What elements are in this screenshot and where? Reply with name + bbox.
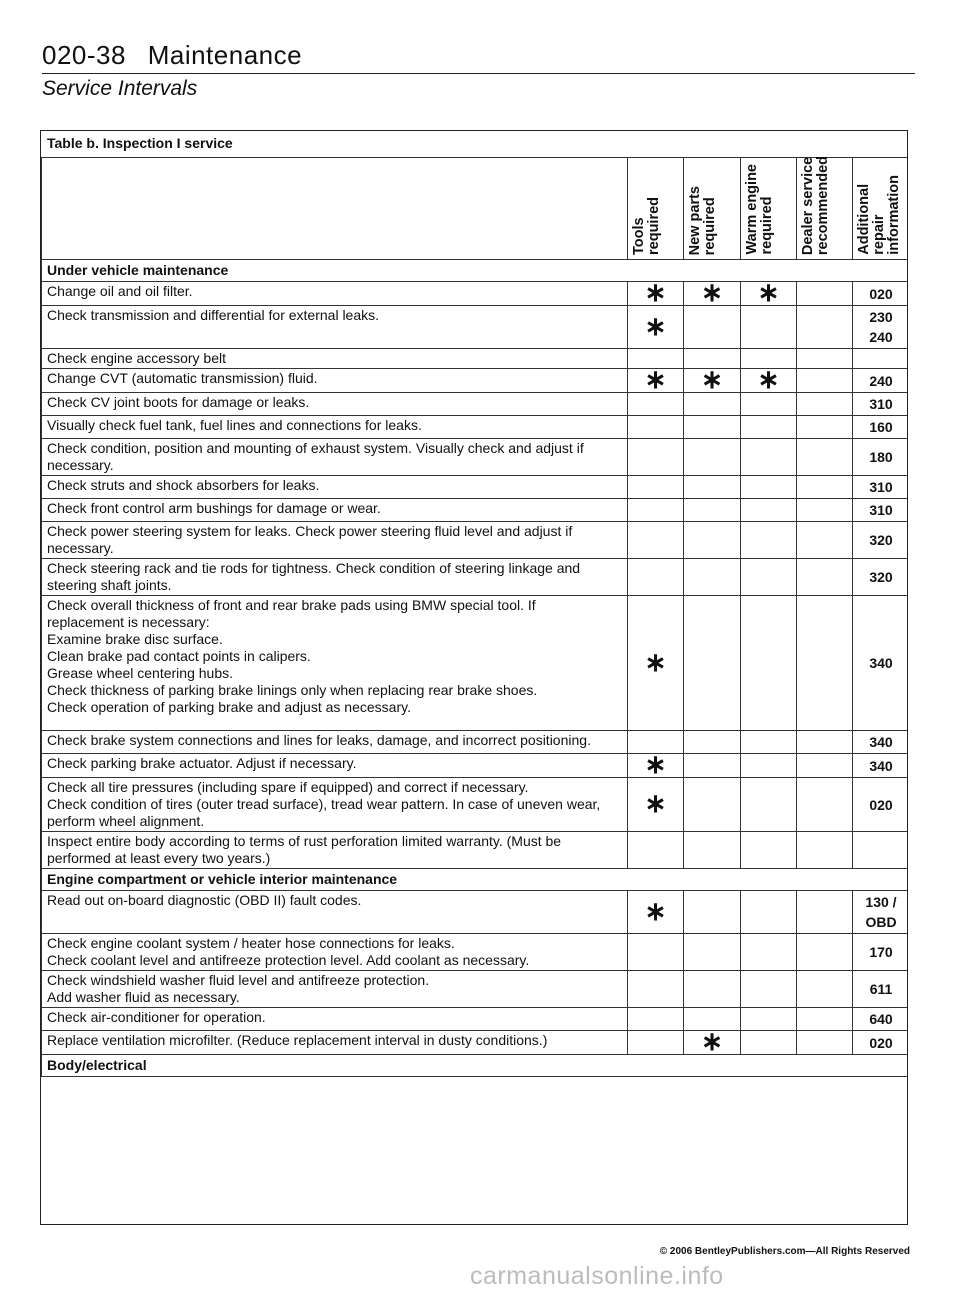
table-row: [42, 754, 909, 778]
asterisk-icon: ∗: [644, 895, 667, 926]
column-header-tools: [628, 158, 684, 260]
table-row: [42, 522, 909, 559]
task-description: Check brake system connections and lines for leaks, damage, and incorrect positioning.: [42, 731, 628, 754]
mark-cell: [628, 277, 684, 307]
column-header-warm-engine: [741, 158, 797, 260]
mark-cell: [797, 349, 853, 369]
task-description: Check engine accessory belt: [42, 349, 628, 369]
inspection-table: [41, 157, 908, 1077]
task-description: Check struts and shock absorbers for leaks.: [42, 476, 628, 499]
mark-cell: [797, 393, 853, 416]
mark-cell: [741, 306, 797, 349]
task-description: Check engine coolant system / heater hose connections for leaks. Check coolant level and antifreeze protection level. Add coolant as necessary.: [42, 934, 628, 971]
inspection-table-body: [42, 155, 909, 1077]
section-subtitle: Service Intervals: [42, 77, 198, 100]
mark-cell: [684, 306, 741, 349]
repair-reference: 640: [853, 1008, 909, 1031]
task-description: Check overall thickness of front and rear brake pads using BMW special tool. If replacement is necessary: Examine brake disc surface. Clean brake pad contact points in calipers. Grease wheel centering hubs. Check thickness of parking brake linings only when replacing rear brake shoes. Check operation of parking brake and adjust as necessary.: [42, 596, 628, 731]
task-description: Change CVT (automatic transmission) fluid.: [42, 369, 628, 393]
task-description: Inspect entire body according to terms of rust perforation limited warranty. (Must be performed at least every two years.): [42, 832, 628, 869]
mark-cell: [741, 277, 797, 307]
inspection-table-frame: [40, 130, 908, 1225]
mark-cell: [628, 393, 684, 416]
mark-cell: [741, 559, 797, 596]
mark-cell: [628, 416, 684, 439]
column-label: Warm engine required: [744, 164, 775, 255]
task-description: Check air-conditioner for operation.: [42, 1008, 628, 1031]
task-description: Replace ventilation microfilter. (Reduce replacement interval in dusty conditions.): [42, 1031, 628, 1055]
mark-cell: [797, 306, 853, 349]
mark-cell: [797, 559, 853, 596]
mark-cell: [628, 476, 684, 499]
task-description: Check condition, position and mounting of exhaust system. Visually check and adjust if necessary.: [42, 439, 628, 476]
mark-cell: [741, 1008, 797, 1031]
mark-cell: [741, 731, 797, 754]
repair-reference: 320: [853, 522, 909, 559]
mark-cell: [684, 934, 741, 971]
mark-cell: [741, 499, 797, 522]
asterisk-icon: ∗: [701, 277, 723, 307]
asterisk-icon: ∗: [644, 788, 667, 818]
mark-cell: [684, 559, 741, 596]
task-description: Check power steering system for leaks. Check power steering fluid level and adjust if necessary.: [42, 522, 628, 559]
mark-cell: [628, 934, 684, 971]
table-row: [42, 393, 909, 416]
mark-cell: [684, 891, 741, 934]
mark-cell: [741, 439, 797, 476]
column-header-dealer: [797, 155, 853, 260]
mark-cell: [628, 1031, 684, 1055]
repair-reference: 310: [853, 499, 909, 522]
table-row: [42, 499, 909, 522]
table-row: [42, 832, 909, 869]
header-blank-cell: [42, 158, 628, 260]
mark-cell: [684, 596, 741, 731]
repair-reference: 020: [853, 1031, 909, 1055]
mark-cell: [684, 522, 741, 559]
repair-reference: 020: [853, 778, 909, 832]
table-row: [42, 971, 909, 1008]
section-header-row: [42, 869, 909, 891]
repair-reference: 340: [853, 731, 909, 754]
table-row: [42, 1031, 909, 1055]
asterisk-icon: ∗: [644, 364, 667, 394]
mark-cell: [741, 1031, 797, 1055]
task-description: Read out on-board diagnostic (OBD II) fault codes.: [42, 891, 628, 934]
mark-cell: [797, 416, 853, 439]
task-description: Change oil and oil filter.: [42, 282, 628, 306]
table-row: [42, 306, 909, 349]
mark-cell: [741, 891, 797, 934]
column-label: Tools required: [631, 196, 662, 255]
mark-cell: [741, 364, 797, 394]
repair-reference: 340: [853, 754, 909, 778]
table-row: [42, 731, 909, 754]
table-row: [42, 934, 909, 971]
task-description: Check all tire pressures (including spare if equipped) and correct if necessary. Check condition of tires (outer tread surface), tread wear pattern. In case of uneven wear, perform wheel alignment.: [42, 778, 628, 832]
mark-cell: [741, 393, 797, 416]
repair-reference: [853, 832, 909, 869]
mark-cell: [797, 1031, 853, 1055]
asterisk-icon: ∗: [644, 749, 667, 779]
mark-cell: [628, 596, 684, 731]
mark-cell: [628, 891, 684, 934]
task-description: Check windshield washer fluid level and antifreeze protection. Add washer fluid as necessary.: [42, 971, 628, 1008]
mark-cell: [684, 778, 741, 832]
mark-cell: [684, 832, 741, 869]
mark-cell: [684, 439, 741, 476]
table-row: [42, 1008, 909, 1031]
mark-cell: [797, 476, 853, 499]
mark-cell: [628, 832, 684, 869]
chapter-title: Maintenance: [147, 40, 303, 70]
mark-cell: [741, 754, 797, 778]
repair-reference: 180: [853, 439, 909, 476]
mark-cell: [797, 499, 853, 522]
mark-cell: [628, 1008, 684, 1031]
column-header-additional: [853, 158, 909, 260]
section-header: Under vehicle maintenance: [42, 260, 909, 282]
mark-cell: [628, 522, 684, 559]
task-description: Check front control arm bushings for damage or wear.: [42, 499, 628, 522]
task-description: Check parking brake actuator. Adjust if necessary.: [42, 754, 628, 778]
repair-reference: 160: [853, 416, 909, 439]
copyright-notice: © 2006 BentleyPublishers.com—All Rights Reserved: [659, 1246, 910, 1257]
mark-cell: [684, 499, 741, 522]
mark-cell: [628, 971, 684, 1008]
section-header: Body/electrical: [42, 1055, 909, 1077]
repair-reference: 230 240: [853, 306, 909, 349]
repair-reference: 130 / OBD: [853, 891, 909, 934]
task-description: Check transmission and differential for external leaks.: [42, 306, 628, 349]
mark-cell: [741, 476, 797, 499]
repair-reference: 611: [853, 971, 909, 1008]
mark-cell: [741, 832, 797, 869]
task-description: Check CV joint boots for damage or leaks.: [42, 393, 628, 416]
asterisk-icon: ∗: [644, 646, 667, 677]
mark-cell: [628, 364, 684, 394]
mark-cell: [741, 596, 797, 731]
mark-cell: [797, 369, 853, 393]
section-header: Engine compartment or vehicle interior maintenance: [42, 869, 909, 891]
asterisk-icon: ∗: [757, 364, 780, 394]
column-label: Additional repair information: [856, 175, 902, 255]
table-row: [42, 416, 909, 439]
table-title: Table b. Inspection I service: [47, 135, 233, 151]
mark-cell: [797, 522, 853, 559]
mark-cell: [741, 934, 797, 971]
table-row: [42, 559, 909, 596]
mark-cell: [741, 522, 797, 559]
mark-cell: [797, 934, 853, 971]
mark-cell: [684, 731, 741, 754]
mark-cell: [628, 439, 684, 476]
mark-cell: [797, 754, 853, 778]
task-description: Visually check fuel tank, fuel lines and connections for leaks.: [42, 416, 628, 439]
mark-cell: [684, 364, 741, 394]
mark-cell: [741, 416, 797, 439]
repair-reference: 340: [853, 596, 909, 731]
mark-cell: [684, 416, 741, 439]
mark-cell: [797, 1008, 853, 1031]
repair-reference: 310: [853, 393, 909, 416]
asterisk-icon: ∗: [757, 277, 780, 307]
section-header-row: [42, 1055, 909, 1077]
column-header-new-parts: [684, 158, 741, 260]
mark-cell: [797, 832, 853, 869]
asterisk-icon: ∗: [701, 1026, 723, 1056]
table-row: [42, 891, 909, 934]
mark-cell: [741, 971, 797, 1008]
mark-cell: [684, 277, 741, 307]
mark-cell: [797, 439, 853, 476]
header-rule: [42, 73, 915, 74]
mark-cell: [684, 971, 741, 1008]
table-row: [42, 778, 909, 832]
task-description: Check steering rack and tie rods for tightness. Check condition of steering linkage and steering shaft joints.: [42, 559, 628, 596]
asterisk-icon: ∗: [701, 364, 723, 394]
column-label: New parts required: [687, 185, 718, 255]
page-number: 020-38: [42, 40, 126, 70]
table-row: [42, 369, 909, 393]
mark-cell: [741, 778, 797, 832]
mark-cell: [684, 754, 741, 778]
watermark-text: carmanualsonline.info: [470, 1262, 724, 1290]
repair-reference: [853, 349, 909, 369]
mark-cell: [684, 1026, 741, 1056]
repair-reference: 320: [853, 559, 909, 596]
mark-cell: [797, 778, 853, 832]
repair-reference: 310: [853, 476, 909, 499]
page-header: [42, 40, 302, 71]
mark-cell: [797, 891, 853, 934]
mark-cell: [797, 731, 853, 754]
mark-cell: [684, 393, 741, 416]
table-row: [42, 439, 909, 476]
repair-reference: 020: [853, 282, 909, 306]
table-row: [42, 282, 909, 306]
mark-cell: [628, 499, 684, 522]
asterisk-icon: ∗: [644, 277, 667, 307]
table-row: [42, 476, 909, 499]
mark-cell: [797, 596, 853, 731]
mark-cell: [684, 476, 741, 499]
column-header-row: [42, 158, 909, 260]
mark-cell: [628, 778, 684, 832]
mark-cell: [628, 559, 684, 596]
repair-reference: 240: [853, 369, 909, 393]
mark-cell: [797, 282, 853, 306]
column-label: Dealer service recommended: [800, 155, 831, 255]
mark-cell: [628, 749, 684, 779]
table-row: [42, 596, 909, 731]
mark-cell: [628, 306, 684, 349]
asterisk-icon: ∗: [644, 310, 667, 341]
mark-cell: [797, 971, 853, 1008]
repair-reference: 170: [853, 934, 909, 971]
